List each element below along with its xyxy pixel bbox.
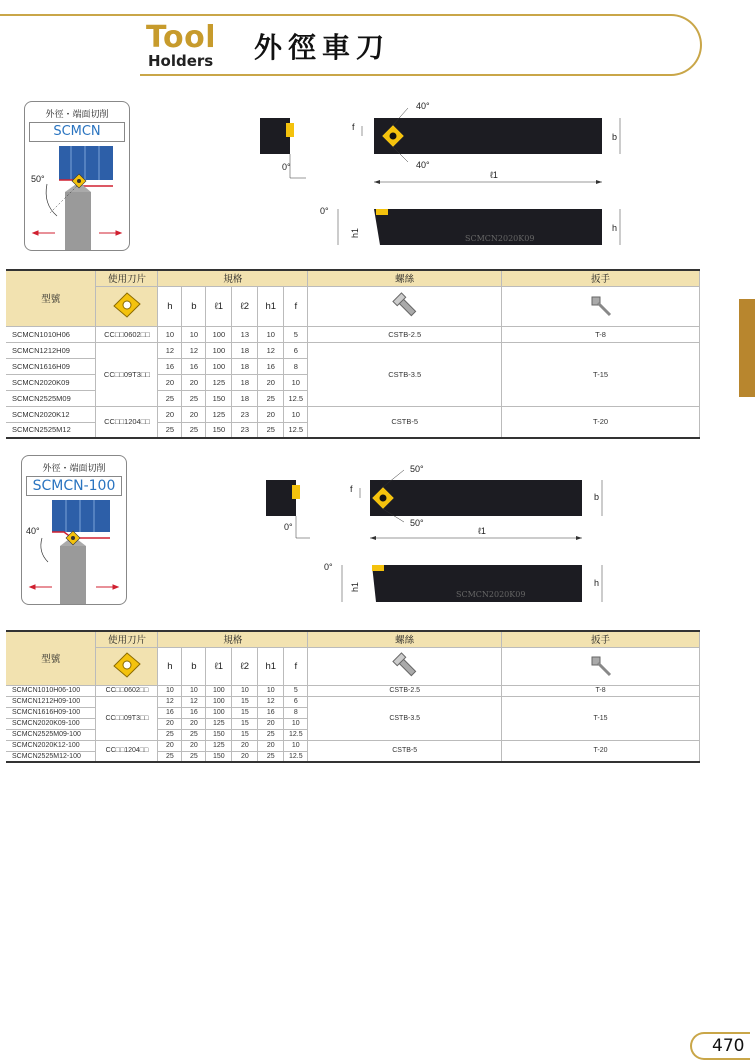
table-row	[6, 326, 700, 342]
l1-label: ℓ1	[478, 526, 486, 536]
angle-bottom-label: 50°	[410, 518, 424, 528]
cell-dimension: 5	[284, 685, 308, 696]
card-angle-label: 50°	[31, 174, 45, 184]
cell-dimension: 150	[206, 751, 232, 762]
b-label: b	[594, 492, 600, 502]
header-wrench: 扳手	[502, 631, 700, 647]
cell-screw: CSTB-3.5	[308, 342, 502, 406]
front-angle-label: 0°	[282, 162, 291, 172]
cell-dimension: 15	[232, 718, 258, 729]
col-h1: h1	[258, 286, 284, 326]
cell-dimension: 25	[158, 422, 182, 438]
screw-image-cell	[308, 647, 502, 685]
col-h: h	[158, 647, 182, 685]
h1-label: h1	[350, 227, 360, 238]
cell-model: SCMCN1616H09	[6, 358, 96, 374]
cell-insert: CC□□1204□□	[96, 740, 158, 762]
angle-top-label: 40°	[416, 101, 430, 111]
cell-dimension: 16	[158, 707, 182, 718]
cell-model: SCMCN2525M09	[6, 390, 96, 406]
angle-bottom-label: 40°	[416, 160, 430, 170]
cell-dimension: 10	[284, 740, 308, 751]
table-row	[6, 406, 700, 422]
cell-model: SCMCN1010H06-100	[6, 685, 96, 696]
cell-insert: CC□□0602□□	[96, 685, 158, 696]
cell-dimension: 100	[206, 685, 232, 696]
tool-diagram-card	[21, 455, 127, 605]
insert-icon	[110, 650, 144, 680]
insert-image-cell	[96, 286, 158, 326]
cell-dimension: 25	[258, 390, 284, 406]
cell-wrench: T-15	[502, 696, 700, 740]
cell-model: SCMCN1212H09-100	[6, 696, 96, 707]
screw-image-cell	[308, 286, 502, 326]
cell-dimension: 10	[284, 406, 308, 422]
cell-dimension: 12	[258, 696, 284, 707]
section-side-tab[interactable]	[739, 299, 755, 397]
l1-label: ℓ1	[490, 170, 498, 180]
col-l2: ℓ2	[232, 647, 258, 685]
cell-model: SCMCN2020K12-100	[6, 740, 96, 751]
wrench-icon	[586, 651, 616, 679]
cell-dimension: 20	[158, 374, 182, 390]
cell-wrench: T-20	[502, 406, 700, 438]
tool-holder-drawing	[250, 458, 650, 618]
cell-dimension: 10	[284, 718, 308, 729]
cell-model: SCMCN1616H09-100	[6, 707, 96, 718]
cell-dimension: 10	[158, 326, 182, 342]
cell-dimension: 15	[232, 696, 258, 707]
cell-dimension: 12	[182, 342, 206, 358]
col-h: h	[158, 286, 182, 326]
cell-dimension: 100	[206, 696, 232, 707]
cutting-diagram	[25, 144, 129, 252]
header-wrench: 扳手	[502, 270, 700, 286]
cell-dimension: 10	[258, 326, 284, 342]
side-angle-label: 0°	[324, 562, 333, 572]
cell-model: SCMCN2020K12	[6, 406, 96, 422]
cell-dimension: 150	[206, 422, 232, 438]
spec-table	[6, 269, 700, 439]
cell-wrench: T-15	[502, 342, 700, 406]
cell-dimension: 25	[182, 390, 206, 406]
cell-dimension: 10	[182, 685, 206, 696]
cell-dimension: 12.5	[284, 422, 308, 438]
cell-dimension: 8	[284, 358, 308, 374]
header-brand-holders: Holders	[148, 52, 214, 70]
angle-top-label: 50°	[410, 464, 424, 474]
cell-model: SCMCN2525M09-100	[6, 729, 96, 740]
cell-dimension: 20	[158, 740, 182, 751]
cell-dimension: 18	[232, 390, 258, 406]
insert-icon	[110, 290, 144, 320]
header-spec: 規格	[158, 631, 308, 647]
table-row	[6, 696, 700, 707]
header-screw: 螺絲	[308, 631, 502, 647]
cell-dimension: 150	[206, 729, 232, 740]
cell-dimension: 25	[182, 751, 206, 762]
col-b: b	[182, 286, 206, 326]
front-angle-label: 0°	[284, 522, 293, 532]
cell-dimension: 20	[182, 740, 206, 751]
cell-insert: CC□□0602□□	[96, 326, 158, 342]
cell-dimension: 20	[182, 718, 206, 729]
cell-wrench: T-8	[502, 326, 700, 342]
cell-dimension: 20	[258, 406, 284, 422]
col-l2: ℓ2	[232, 286, 258, 326]
h1-label: h1	[350, 581, 360, 592]
cell-dimension: 23	[232, 406, 258, 422]
cell-screw: CSTB-2.5	[308, 685, 502, 696]
col-l1: ℓ1	[206, 286, 232, 326]
cell-dimension: 16	[182, 358, 206, 374]
cell-screw: CSTB-5	[308, 740, 502, 762]
cell-dimension: 10	[158, 685, 182, 696]
cell-dimension: 20	[232, 751, 258, 762]
col-l1: ℓ1	[206, 647, 232, 685]
bar-engraving: SCMCN2020K09	[456, 590, 526, 599]
col-f: f	[284, 647, 308, 685]
cell-dimension: 16	[158, 358, 182, 374]
f-label: f	[352, 122, 355, 132]
cell-wrench: T-20	[502, 740, 700, 762]
header-model: 型號	[6, 631, 96, 685]
cell-dimension: 125	[206, 740, 232, 751]
bar-engraving: SCMCN2020K09	[465, 234, 535, 243]
header-frame	[140, 14, 702, 76]
page-title: 外徑車刀	[254, 31, 391, 64]
wrench-image-cell	[502, 647, 700, 685]
h-label: h	[612, 223, 618, 233]
cell-dimension: 16	[182, 707, 206, 718]
cell-wrench: T-8	[502, 685, 700, 696]
cell-dimension: 25	[182, 422, 206, 438]
h-label: h	[594, 578, 600, 588]
cell-dimension: 150	[206, 390, 232, 406]
header-screw: 螺絲	[308, 270, 502, 286]
cell-dimension: 12	[258, 342, 284, 358]
col-b: b	[182, 647, 206, 685]
tool-holder-drawing	[250, 96, 650, 256]
header-insert: 使用刀片	[96, 631, 158, 647]
cell-dimension: 20	[158, 406, 182, 422]
cell-insert: CC□□09T3□□	[96, 342, 158, 406]
header-insert: 使用刀片	[96, 270, 158, 286]
cell-screw: CSTB-5	[308, 406, 502, 438]
cut-type-label: 外徑・端面切削	[42, 464, 106, 474]
cell-dimension: 25	[258, 422, 284, 438]
cell-dimension: 100	[206, 707, 232, 718]
cell-dimension: 25	[258, 751, 284, 762]
spec-table	[6, 630, 700, 763]
cell-dimension: 5	[284, 326, 308, 342]
cell-dimension: 12	[158, 696, 182, 707]
cell-model: SCMCN2525M12-100	[6, 751, 96, 762]
cell-model: SCMCN1010H06	[6, 326, 96, 342]
cell-screw: CSTB-2.5	[308, 326, 502, 342]
screw-icon	[390, 291, 420, 319]
table-row	[6, 342, 700, 358]
cell-dimension: 16	[258, 707, 284, 718]
cell-dimension: 20	[182, 374, 206, 390]
cell-dimension: 20	[258, 374, 284, 390]
cell-model: SCMCN2020K09-100	[6, 718, 96, 729]
f-label: f	[350, 484, 353, 494]
cell-dimension: 20	[258, 740, 284, 751]
cell-model: SCMCN2020K09	[6, 374, 96, 390]
cell-screw: CSTB-3.5	[308, 696, 502, 740]
cell-model: SCMCN2525M12	[6, 422, 96, 438]
cell-dimension: 25	[158, 751, 182, 762]
cell-dimension: 16	[258, 358, 284, 374]
col-f: f	[284, 286, 308, 326]
cell-dimension: 25	[182, 729, 206, 740]
model-name-label: SCMCN-100	[26, 476, 122, 496]
tool-diagram-card	[24, 101, 130, 251]
cell-insert: CC□□1204□□	[96, 406, 158, 438]
cell-dimension: 10	[258, 685, 284, 696]
cell-dimension: 20	[232, 740, 258, 751]
cell-dimension: 12	[182, 696, 206, 707]
wrench-icon	[586, 291, 616, 319]
header-model: 型號	[6, 270, 96, 326]
cell-dimension: 18	[232, 374, 258, 390]
cell-dimension: 15	[232, 729, 258, 740]
cell-dimension: 20	[158, 718, 182, 729]
screw-icon	[390, 651, 420, 679]
cell-dimension: 12.5	[284, 729, 308, 740]
header-brand-tool: Tool	[146, 20, 216, 55]
cell-dimension: 125	[206, 374, 232, 390]
table-row	[6, 740, 700, 751]
cell-dimension: 23	[232, 422, 258, 438]
card-angle-label: 40°	[26, 526, 40, 536]
cell-dimension: 25	[258, 729, 284, 740]
cell-dimension: 12	[158, 342, 182, 358]
cell-dimension: 6	[284, 696, 308, 707]
cell-dimension: 25	[158, 729, 182, 740]
cell-dimension: 100	[206, 342, 232, 358]
cell-dimension: 15	[232, 707, 258, 718]
cell-dimension: 100	[206, 358, 232, 374]
cell-dimension: 10	[284, 374, 308, 390]
cell-dimension: 6	[284, 342, 308, 358]
cell-dimension: 13	[232, 326, 258, 342]
side-angle-label: 0°	[320, 206, 329, 216]
cell-dimension: 20	[258, 718, 284, 729]
cell-dimension: 25	[158, 390, 182, 406]
cell-insert: CC□□09T3□□	[96, 696, 158, 740]
b-label: b	[612, 132, 618, 142]
page-number: 470	[712, 1036, 745, 1056]
cell-dimension: 100	[206, 326, 232, 342]
cell-dimension: 8	[284, 707, 308, 718]
cell-dimension: 125	[206, 718, 232, 729]
header-rule	[0, 14, 140, 16]
cell-dimension: 18	[232, 342, 258, 358]
cell-dimension: 12.5	[284, 751, 308, 762]
cut-type-label: 外徑・端面切削	[45, 110, 109, 120]
table-row	[6, 685, 700, 696]
wrench-image-cell	[502, 286, 700, 326]
col-h1: h1	[258, 647, 284, 685]
header-spec: 規格	[158, 270, 308, 286]
cell-dimension: 20	[182, 406, 206, 422]
cell-dimension: 10	[232, 685, 258, 696]
cell-dimension: 10	[182, 326, 206, 342]
cell-model: SCMCN1212H09	[6, 342, 96, 358]
cutting-diagram	[22, 498, 126, 606]
cell-dimension: 12.5	[284, 390, 308, 406]
insert-image-cell	[96, 647, 158, 685]
cell-dimension: 18	[232, 358, 258, 374]
model-name-label: SCMCN	[29, 122, 125, 142]
cell-dimension: 125	[206, 406, 232, 422]
